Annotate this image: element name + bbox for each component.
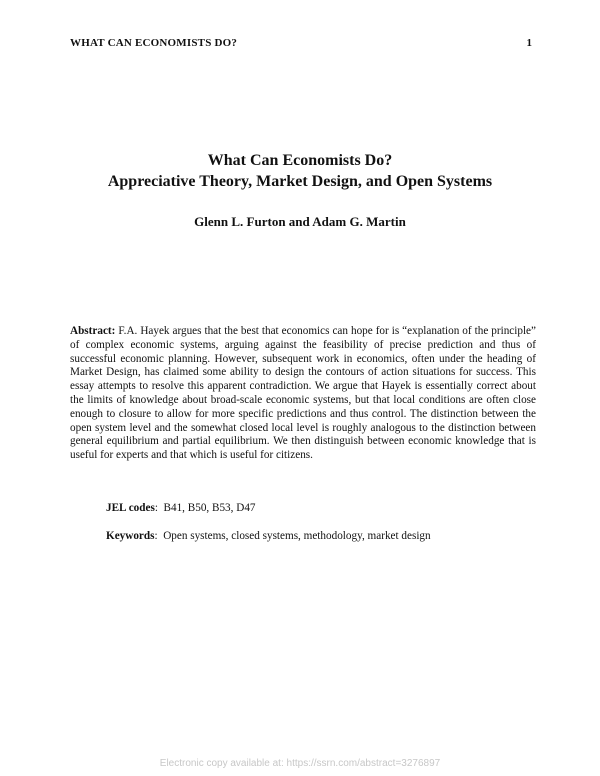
page-number: 1 <box>526 37 532 49</box>
abstract-label: Abstract: <box>70 325 116 337</box>
jel-label: JEL codes <box>106 502 155 514</box>
keywords <box>106 530 431 542</box>
abstract-text: F.A. Hayek argues that the best that economics can hope for is “explanation of the principle” of complex economic systems, arguing against the feasibility of precise prediction and thus of successful economic planning. However, subsequent work in economics, often under the heading of Market Design, has claimed some ability to design the contours of action situations for success. This essay attempts to resolve this apparent contradiction. We argue that Hayek is essentially correct about the limits of knowledge about broad-scale economic systems, but that local conditions are often close enough to closure to allow for more specific predictions and thus control. The distinction between the open system level and the somewhat closed local level is roughly analogous to the distinction between general equilibrium and partial equilibrium. We then distinguish between economic knowledge that is useful for experts and that which is useful for citizens. <box>70 325 536 462</box>
jel-codes <box>106 502 256 514</box>
running-head: WHAT CAN ECONOMISTS DO? <box>70 37 238 49</box>
keywords-value: Open systems, closed systems, methodology, market design <box>163 530 431 542</box>
keywords-separator: : <box>154 530 158 542</box>
title-line-1: What Can Economists Do? <box>207 152 393 169</box>
title-line-2: Appreciative Theory, Market Design, and Open Systems <box>107 173 493 190</box>
paper-title <box>0 150 600 192</box>
ssrn-footer: Electronic copy available at: https://ssrn.com/abstract=3276897 <box>159 758 441 769</box>
keywords-label: Keywords <box>106 530 155 542</box>
jel-value: B41, B50, B53, D47 <box>163 502 256 514</box>
authors: Glenn L. Furton and Adam G. Martin <box>194 214 406 229</box>
jel-separator: : <box>154 502 158 514</box>
abstract <box>70 325 536 463</box>
